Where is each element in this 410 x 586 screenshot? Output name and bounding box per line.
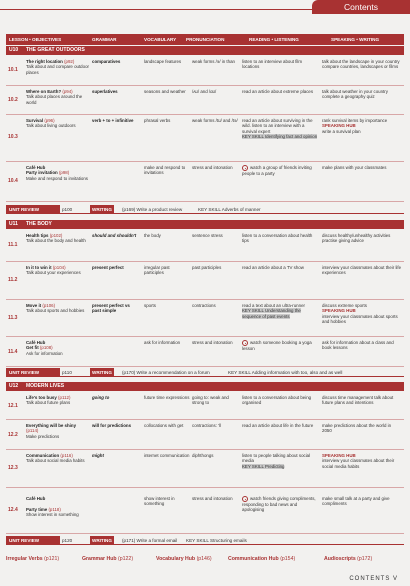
lesson-12-2: 12.2 Everything will be shiny (p114) Make predictions will for predictions collocations with get contractions: 'll read an article about life in the future make predictions about the world in 2050	[6, 420, 404, 450]
unit-11-review: UNIT REVIEW p110 WRITING (p170) Write a recommendation on a forum KEY SKILL Adding information with too, also and as well	[6, 368, 404, 377]
lesson-11-3: 11.3 Move it (p106) Talk about sports and hobbies present perfect vs past simple sports contractions read a text about an ultra-runner KEY SKILL Understanding the sequence of past events discuss extreme sports SPEAKING HUB interview your classmates about sports and hobbies	[6, 300, 404, 337]
unit-11-header: U11 THE BODY	[6, 220, 404, 229]
page-footer: CONTENTS V	[349, 576, 398, 582]
lesson-11-4: 11.4 Café Hub Get fit (p108) Ask for information ask for information stress and intonation watch someone booking a yoga lesson ask for information about a class and book lessons	[6, 337, 404, 367]
video-icon	[242, 496, 248, 502]
lesson-10-2: 10.2 Where on Earth? (p94) Talk about places around the world superlatives seasons and weather /ʌʊ/ and /ɑʊ/ read an article about extreme places talk about weather in your country complete a geography quiz	[6, 86, 404, 115]
unit-10-header: U10 THE GREAT OUTDOORS	[6, 46, 404, 55]
link-communication-hub[interactable]: Communication Hub (p154)	[228, 556, 296, 562]
unit-12-review: UNIT REVIEW p120 WRITING (p171) Write a formal email KEY SKILL Structuring emails	[6, 536, 404, 545]
unit-10-review: UNIT REVIEW p100 WRITING (p169) Write a product review KEY SKILL Adverbs of manner	[6, 205, 404, 214]
lesson-12-1: 12.1 Life's too busy (p112) Talk about future plans going to future time expressions going to: weak and strong to listen to a conversation about being organised discuss time management talk about future plans and intentions	[6, 392, 404, 420]
lesson-10-1: 10.1 The right location (p92) Talk about and compare outdoor places comparatives landscape features weak forms /ə/ in than listen to an interview about film locations talk about the landscape in your country compare countries, landscapes or films	[6, 56, 404, 86]
link-irregular-verbs[interactable]: Irregular Verbs (p121)	[6, 556, 60, 562]
header-pronunciation: PRONUNCIATION	[186, 37, 225, 42]
contents-tab: Contents	[312, 0, 410, 14]
lesson-12-3: 12.3 Communication (p116) Talk about social media habits might internet communication diphthongs listen to people talking about social media KEY SKILL Predicting SPEAKING HUB interview your classmates about their social media habits	[6, 450, 404, 488]
lesson-10-3: 10.3 Survival (p96) Talk about living outdoors verb + to + infinitive phrasal verbs weak forms /tʊ/ and /tə/ read an article about surviving in the wild. listen to an interview with a survival expert KEY SKILL Identifying fact and opinion rank survival items by importance SPEAKING HUB write a survival plan	[6, 115, 404, 162]
column-header	[6, 34, 404, 45]
header-vocabulary: VOCABULARY	[144, 37, 177, 42]
video-icon	[242, 165, 248, 171]
header-speaking-writing: SPEAKING • WRITING	[331, 37, 380, 42]
lesson-12-4: 12.4 Café Hub Party time (p118) Show interest in something show interest in something stress and intonation watch friends giving compliments, responding to bad news and apologising make small talk at a party and give compliments	[6, 488, 404, 534]
link-vocabulary-hub[interactable]: Vocabulary Hub (p146)	[156, 556, 212, 562]
header-grammar: GRAMMAR	[92, 37, 117, 42]
link-grammar-hub[interactable]: Grammar Hub (p122)	[82, 556, 134, 562]
header-reading-listening: READING • LISTENING	[249, 37, 299, 42]
lesson-11-1: 11.1 Health tips (p102) Talk about the body and health should and shouldn't the body sentence stress listen to a conversation about health tips discuss healthy/unhealthy activities practise giving advice	[6, 230, 404, 262]
unit-12-header: U12 MODERN LIVES	[6, 382, 404, 391]
lesson-11-2: 11.2 In it to win it (p104) Talk about your experiences present perfect irregular past participles past participles read an article about a TV show interview your classmates about their life experiences	[6, 262, 404, 300]
link-audioscripts[interactable]: Audioscripts (p172)	[324, 556, 373, 562]
lesson-10-4: 10.4 Café Hub Party invitation (p98) Make and respond to invitations make and respond to invitations stress and intonation watch a group of friends inviting people to a party make plans with your classmates	[6, 162, 404, 202]
video-icon	[242, 340, 248, 346]
header-lesson: LESSON • OBJECTIVES	[9, 37, 62, 42]
